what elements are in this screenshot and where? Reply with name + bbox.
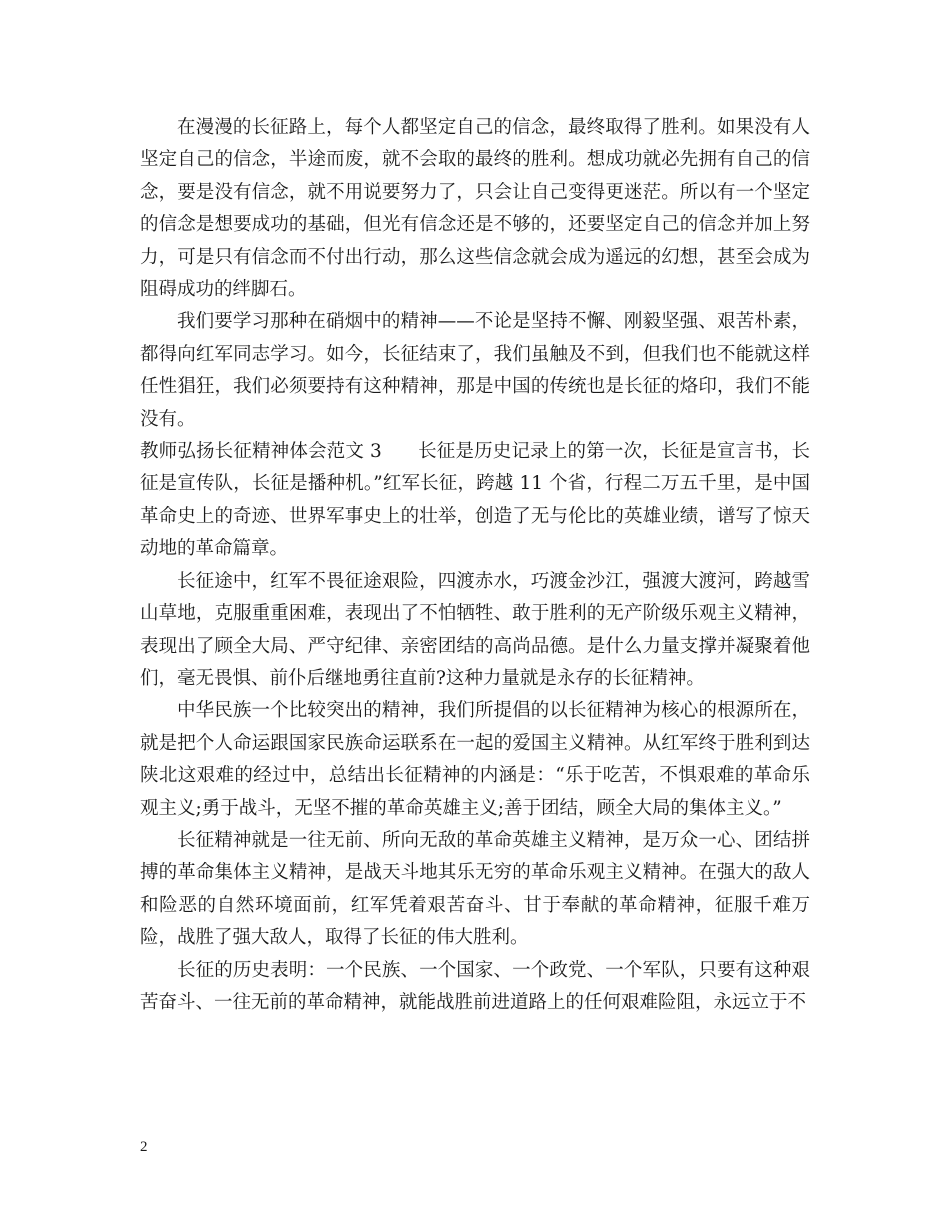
paragraph-belief: 在漫漫的长征路上，每个人都坚定自己的信念，最终取得了胜利。如果没有人坚定自己的信念，半途而废，就不会取的最终的胜利。想成功就必先拥有自己的信念，要是没有信念，就不用说要努力了，只会让自己变得更迷茫。所以有一个坚定的信念是想要成功的基础，但光有信念还是不够的，还要坚定自己的信念并加上努力，可是只有信念而不付出行动，那么这些信念就会成为遥远的幻想，甚至会成为阻碍成功的绊脚石。: [140, 117, 810, 301]
paragraph-march: 长征途中，红军不畏征途艰险，四渡赤水，巧渡金沙江，强渡大渡河，跨越雪山草地，克服重重困难，表现出了不怕牺牲、敢于胜利的无产阶级乐观主义精神，表现出了顾全大局、严守纪律、亲密团结的高尚品德。是什么力量支撑并凝聚着他们，毫无畏惧、前仆后继地勇往直前?这种力量就是永存的长征精神。: [140, 570, 810, 689]
paragraph-heroism: 长征精神就是一往无前、所向无敌的革命英雄主义精神，是万众一心、团结拼搏的革命集体主义精神，是战天斗地其乐无穷的革命乐观主义精神。在强大的敌人和险恶的自然环境面前，红军凭着艰苦奋斗、甘于奉献的革命精神，征服千难万险，战胜了强大敌人，取得了长征的伟大胜利。: [140, 829, 810, 949]
section-text: 长征是历史记录上的第一次，长征是宣言书，长征是宣传队，长征是播种机。”红军长征，跨越 11 个省，行程二万五千里，是中国革命史上的奇迹、世界军事史上的壮举，创造了无与伦比的英雄业绩，谱写了惊天动地的革命篇章。: [140, 441, 810, 560]
paragraph-spirit: 我们要学习那种在硝烟中的精神——不论是坚持不懈、刚毅坚强、艰苦朴素，都得向红军同志学习。如今，长征结束了，我们虽触及不到，但我们也不能就这样任性猖狂，我们必须要持有这种精神，那是中国的传统也是长征的烙印，我们不能没有。: [140, 311, 810, 430]
section-gap: [382, 441, 418, 462]
paragraph-history: 长征的历史表明：一个民族、一个国家、一个政党、一个军队，只要有这种艰苦奋斗、一往无前的革命精神，就能战胜前进道路上的任何艰难险阻，永远立于不: [140, 959, 810, 1013]
paragraph-patriotism: 中华民族一个比较突出的精神，我们所提倡的以长征精神为核心的根源所在，就是把个人命运跟国家民族命运联系在一起的爱国主义精神。从红军终于胜利到达陕北这艰难的经过中，总结出长征精神的内涵是：“乐于吃苦，不惧艰难的革命乐观主义;勇于战斗，无坚不摧的革命英雄主义;善于团结，顾全大局的集体主义。”: [140, 700, 810, 819]
page-number: 2: [140, 1139, 148, 1155]
section-paragraph: [140, 436, 810, 566]
section-title: 教师弘扬长征精神体会范文 3: [140, 441, 382, 463]
document-body: [140, 112, 810, 1019]
